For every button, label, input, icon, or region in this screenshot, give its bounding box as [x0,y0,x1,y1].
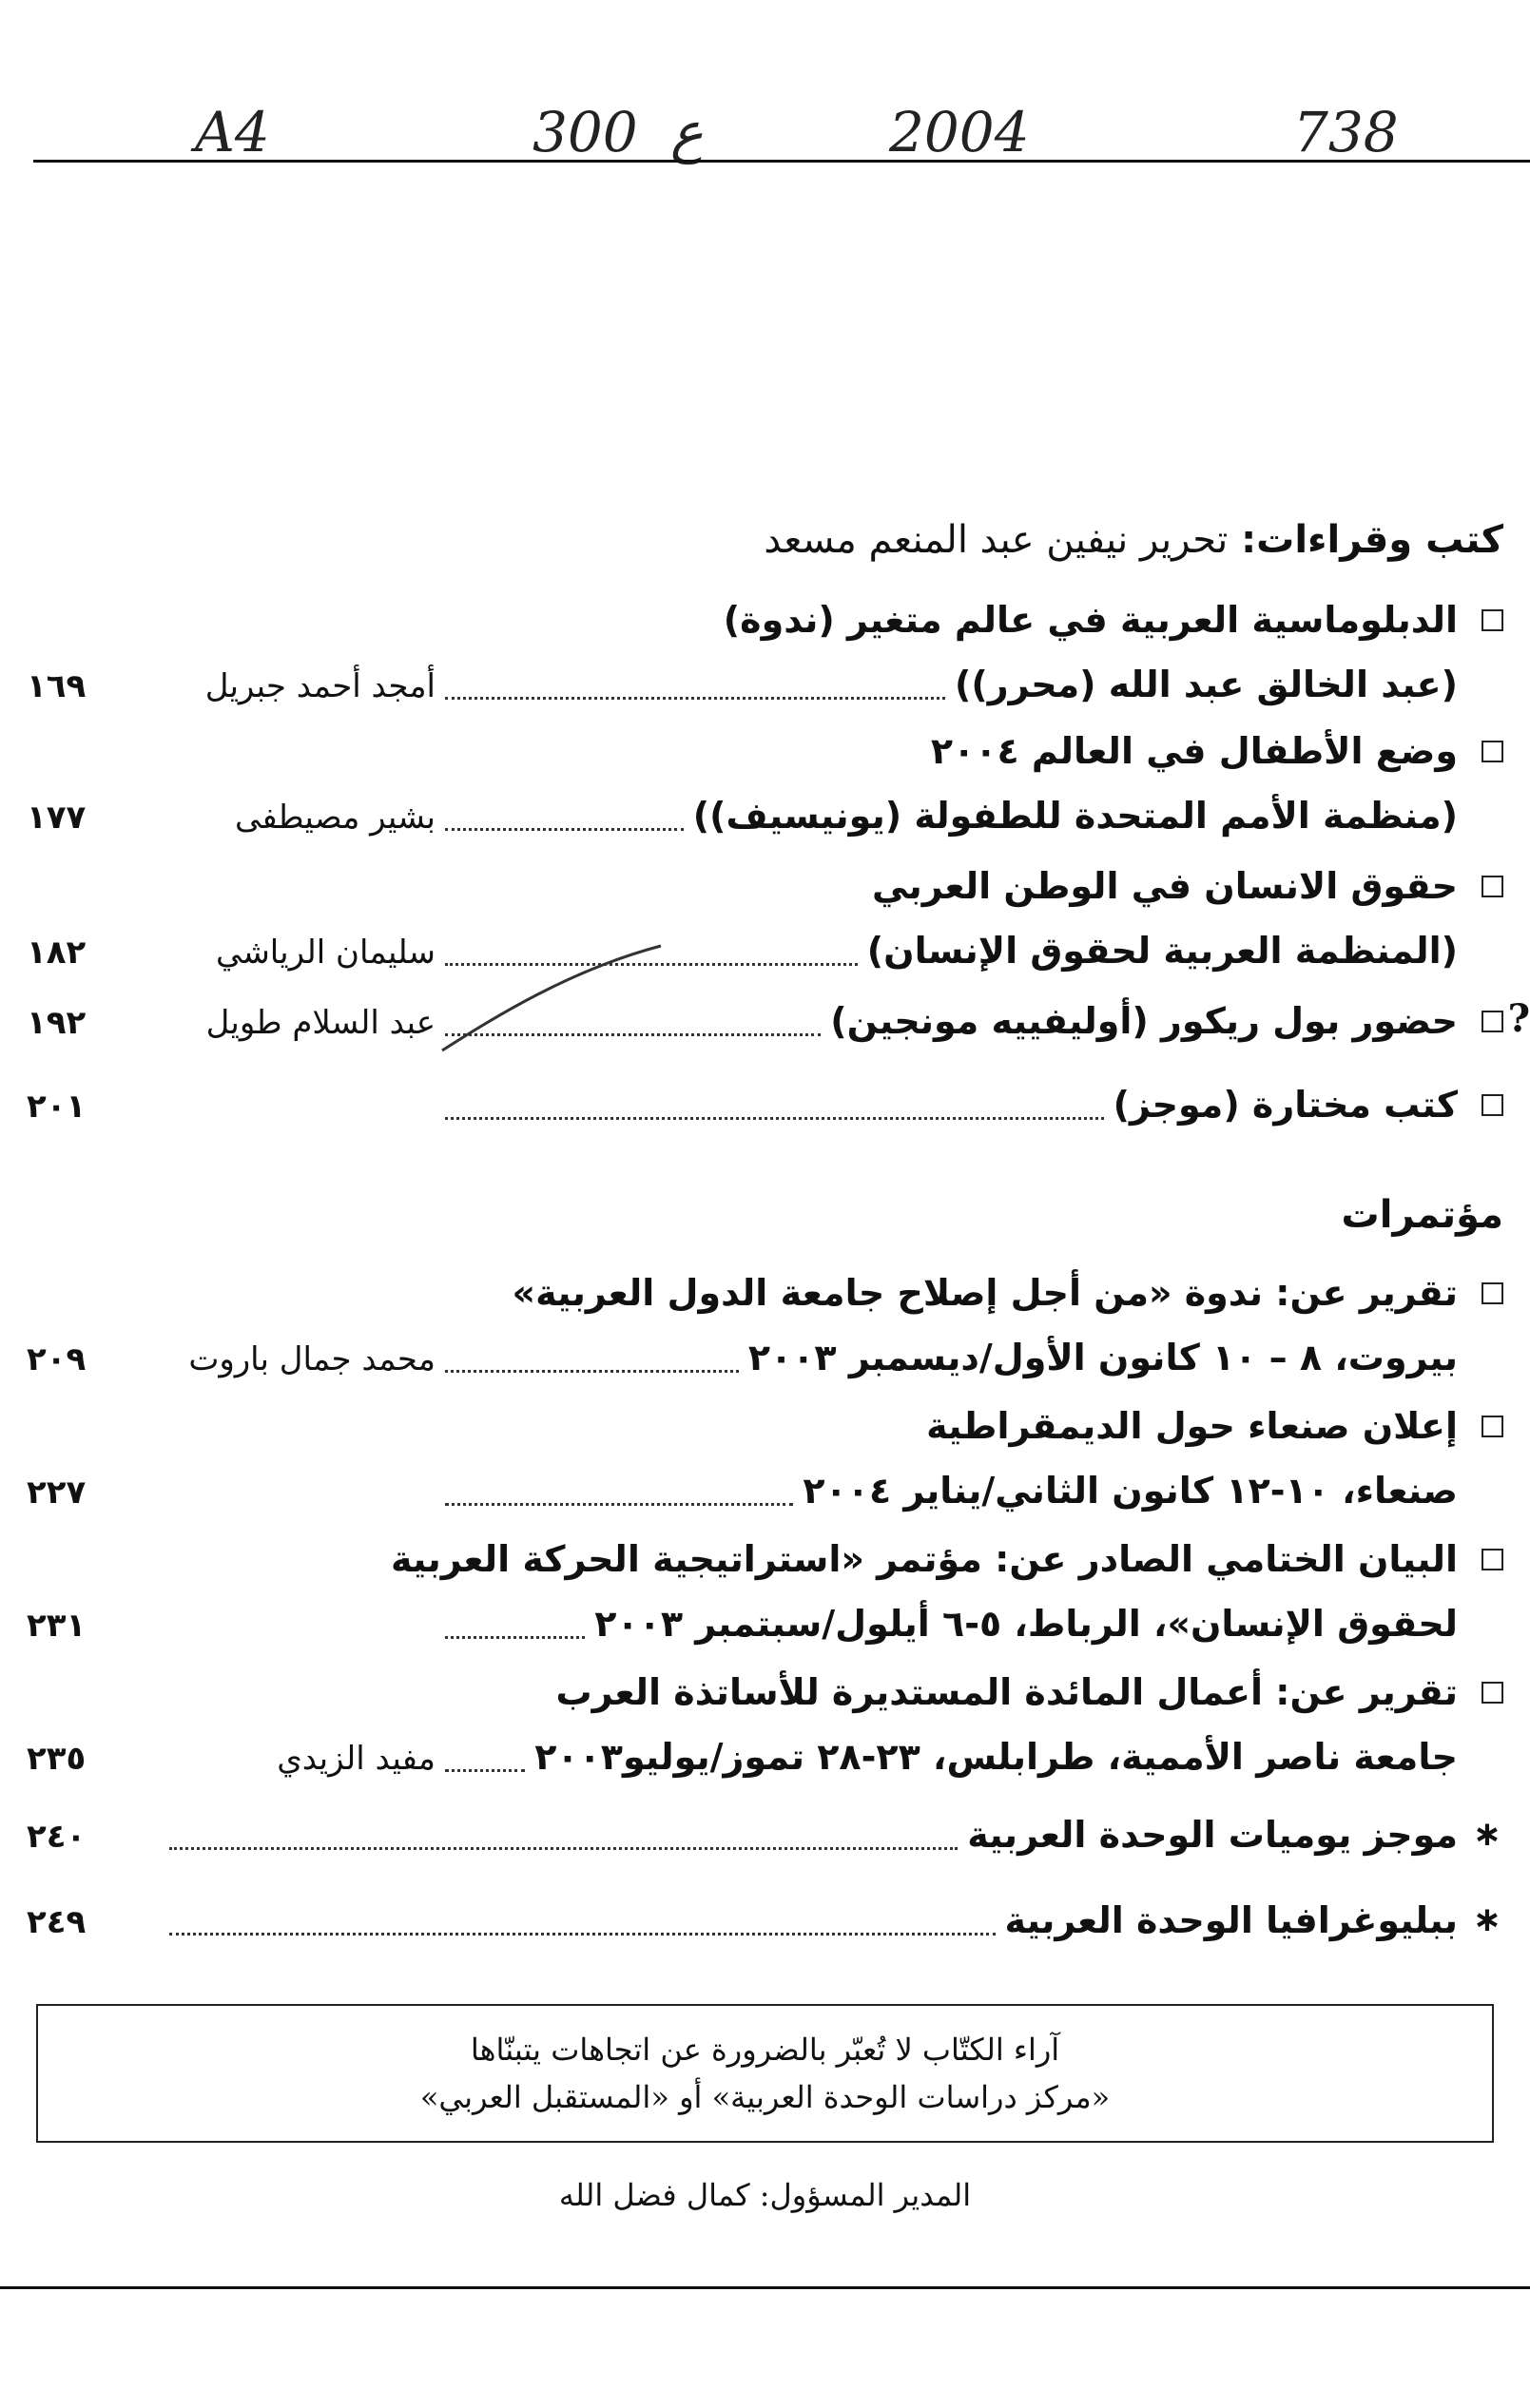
leader-dots [445,1370,739,1373]
checkbox-icon [1482,1282,1503,1304]
entry-subtitle: (المنظمة العربية لحقوق الإنسان) [866,930,1458,972]
checkbox-icon [1482,1011,1503,1032]
entry-author: محمد جمال باروت [188,1340,436,1378]
entry-title: البيان الختامي الصادر عن: مؤتمر «استراتيجية الحركة العربية [390,1538,1458,1580]
leader-dots [445,697,945,700]
entry-page: ١٦٩ [27,667,87,705]
entry-author: بشير مصيطفى [234,799,436,837]
disclaimer-line-2: «مركز دراسات الوحدة العربية» أو «المستقبل العربي» [419,2079,1111,2115]
managing-director: المدير المسؤول: كمال فضل الله [558,2177,972,2213]
entry-page: ٢٣١ [27,1607,87,1645]
entry-page: ٢٣٥ [27,1740,87,1778]
entry-page: ١٩٢ [27,1004,87,1042]
checkbox-icon [1482,1416,1503,1437]
toc-entry[interactable] [27,1261,1503,1390]
entry-page: ٢٠٩ [27,1340,87,1378]
toc-entry-extra[interactable] [27,1802,1503,1867]
toc-entry-extra[interactable] [27,1888,1503,1953]
toc-entry[interactable] [27,854,1503,983]
toc-entry[interactable] [27,719,1503,848]
entry-title: وضع الأطفال في العالم ٢٠٠٤ [930,730,1458,772]
entry-page: ٢٢٧ [27,1474,87,1512]
books-section-title [764,518,1503,562]
entry-subtitle: بيروت، ٨ – ١٠ كانون الأول/ديسمبر ٢٠٠٣ [747,1337,1458,1378]
top-rule [33,160,1530,163]
leader-dots [169,1933,996,1936]
entry-subtitle: لحقوق الإنسان»، الرباط، ٥-٦ أيلول/سبتمبر ٢٠٠٣ [594,1603,1458,1645]
checkbox-icon [1482,1094,1503,1116]
checkbox-icon [1482,876,1503,897]
entry-title: حقوق الانسان في الوطن العربي [872,865,1458,907]
checkbox-icon [1482,609,1503,631]
entry-author: عبد السلام طويل [205,1004,436,1042]
entry-author: سليمان الرياشي [215,934,436,972]
bottom-rule [0,2286,1530,2289]
handwritten-number: 738 [1293,100,1399,164]
entry-subtitle: (عبد الخالق عبد الله (محرر)) [955,664,1458,705]
leader-dots [169,1847,958,1850]
entry-title: موجز يوميات الوحدة العربية [967,1814,1458,1856]
entry-subtitle: صنعاء، ١٠-١٢ كانون الثاني/يناير ٢٠٠٤ [803,1470,1458,1512]
disclaimer-box [36,2004,1494,2143]
handwritten-year: 2004 [889,100,1030,164]
toc-entry[interactable] [27,1660,1503,1789]
entry-subtitle: (منظمة الأمم المتحدة للطفولة (يونيسيف)) [692,795,1458,837]
handwritten-ref-3: ع [670,100,704,164]
pen-stroke-mark [437,941,666,1055]
entry-title: ببليوغرافيا الوحدة العربية [1004,1899,1458,1941]
leader-dots [445,1117,1104,1120]
entry-title: حضور بول ريكور (أوليفييه مونجين) [830,1000,1458,1042]
entry-title: تقرير عن: ندوة «من أجل إصلاح جامعة الدول العربية» [512,1272,1458,1314]
toc-entry[interactable] [27,1072,1503,1137]
entry-author: أمجد أحمد جبريل [204,667,436,705]
toc-entry[interactable] [27,989,1503,1053]
handwritten-ref-2: 300 [533,100,638,164]
entry-title: كتب مختارة (موجز) [1113,1084,1458,1126]
entry-page: ٢٤٩ [27,1903,87,1941]
handwritten-margin-mark: ? [1507,996,1530,1041]
entry-title: الدبلوماسية العربية في عالم متغير (ندوة) [723,599,1458,641]
entry-subtitle: جامعة ناصر الأممية، طرابلس، ٢٣-٢٨ تموز/يوليو٢٠٠٣ [534,1736,1458,1778]
entry-author: مفيد الزيدي [277,1740,436,1778]
leader-dots [445,828,684,831]
leader-dots [445,1769,525,1772]
leader-dots [445,1636,585,1639]
disclaimer-line-1: آراء الكتّاب لا تُعبّر بالضرورة عن اتجاهات يتبنّاها [470,2032,1060,2068]
books-title-label: كتب وقراءات: [1241,518,1503,562]
toc-entry[interactable] [27,1527,1503,1656]
handwritten-ref-1: A4 [195,100,270,164]
checkbox-icon [1482,1682,1503,1704]
entry-page: ١٨٢ [27,934,87,972]
toc-entry[interactable] [27,588,1503,717]
books-editor: تحرير نيفين عبد المنعم مسعد [764,518,1229,562]
entry-title: إعلان صنعاء حول الديمقراطية [926,1405,1458,1447]
entry-page: ١٧٧ [27,799,87,837]
checkbox-icon [1482,1549,1503,1570]
entry-title: تقرير عن: أعمال المائدة المستديرة للأساتذة العرب [555,1671,1458,1713]
star-bullet-icon: ∗ [1472,1900,1501,1939]
checkbox-icon [1482,741,1503,762]
entry-page: ٢٤٠ [27,1818,87,1856]
toc-entry[interactable] [27,1394,1503,1523]
star-bullet-icon: ∗ [1472,1815,1501,1854]
entry-page: ٢٠١ [27,1088,87,1126]
conferences-section-title: مؤتمرات [1341,1193,1503,1237]
leader-dots [445,1503,793,1506]
